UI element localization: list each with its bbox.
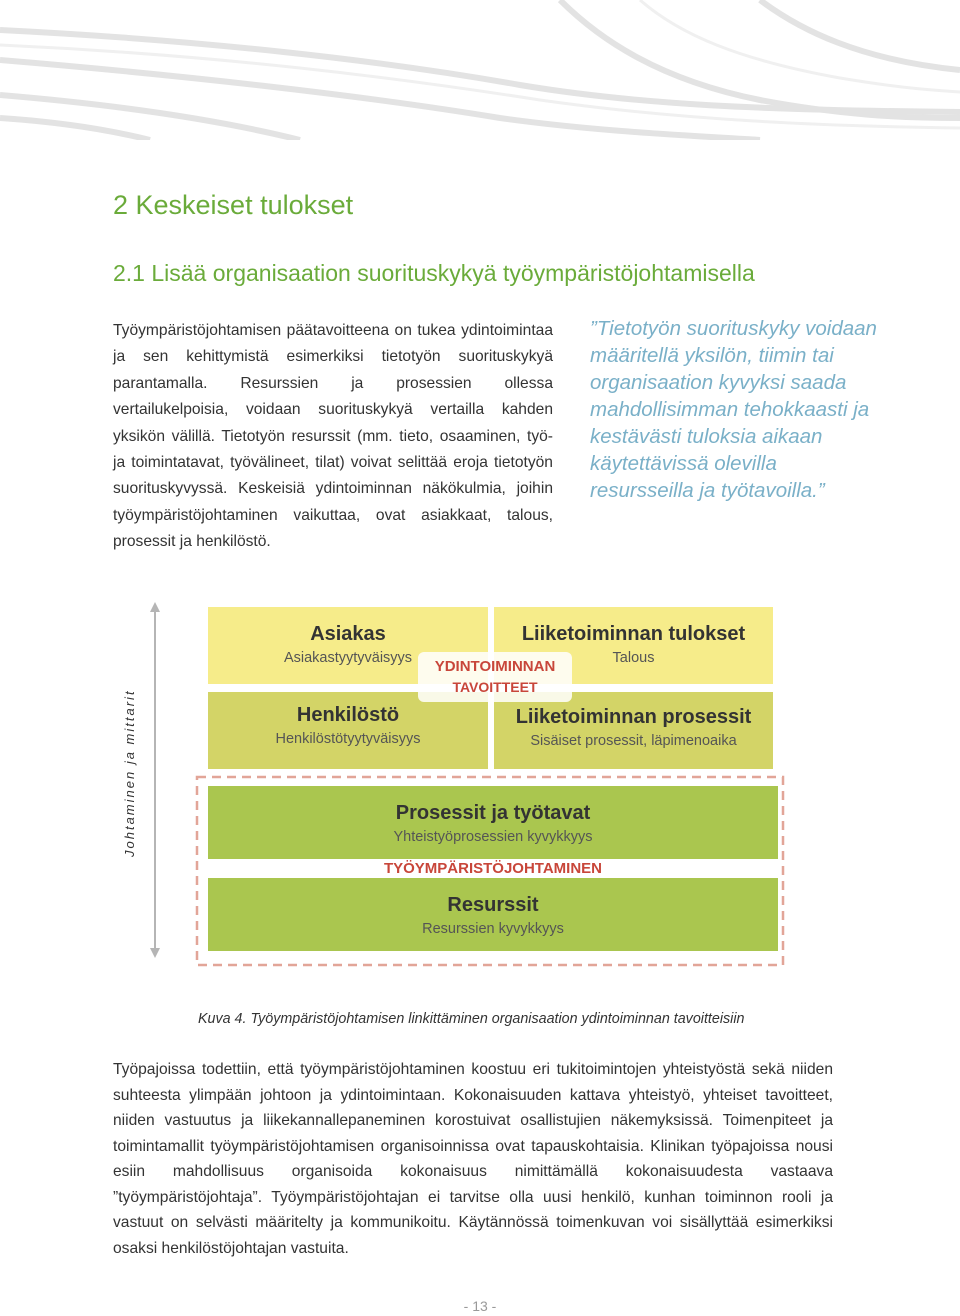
box-subtitle: Talous [612, 650, 655, 666]
box-title: Resurssit [447, 894, 539, 916]
header-decoration [0, 0, 960, 140]
box-title: Liiketoiminnan tulokset [521, 623, 746, 645]
box-henkilosto [208, 692, 488, 769]
box-subtitle: Henkilöstötyytyväisyys [275, 731, 421, 747]
box-liiketoiminnan-prosessit [494, 692, 773, 769]
box-subtitle: Resurssien kyvykkyys [422, 921, 564, 937]
chapter-heading: 2 Keskeiset tulokset [113, 190, 354, 220]
intro-paragraph: Työympäristöjohtamisen päätavoitteena on tukea ydintoimintaa ja sen kehittymistä esimerkiksi tietotyön suorituskykyä parantamalla. Resurssien ja prosessien ollessa vertailukelpoisia, voidaan suorituskykyä vertailla kahden yksikön välillä. Tietotyön resurssit (mm. tieto, osaaminen, työ- ja toimintatavat, työvälineet, tilat) voivat selittää eroja tietotyön suorituskyvyssä. Keskeisiä ydintoiminnan näkökulmia, joihin työympäristöjohtaminen vaikuttaa, ovat asiakkaat, talous, prosessit ja henkilöstö. [113, 322, 553, 551]
box-subtitle: Sisäiset prosessit, läpimenoaika [530, 733, 737, 749]
box-title: Henkilöstö [296, 704, 400, 726]
center-label-line1: YDINTOIMINNAN [434, 658, 556, 675]
box-subtitle: Asiakastyytyväisyys [283, 650, 413, 666]
intro-text-column [113, 318, 553, 556]
page-number: - 13 - [463, 1298, 497, 1314]
pull-quote: ”Tietotyön suorituskyky voidaan määritellä yksilön, tiimin tai organisaation kyvyksi saada mahdollisimman tehokkaasti ja kestävästi tuloksia aikaan käytettävissä olevilla resursseilla ja työtavoilla.” [590, 317, 877, 502]
body-text [113, 1057, 833, 1261]
vertical-double-arrow [140, 600, 170, 960]
section-heading: 2.1 Lisää organisaation suorituskykyä työympäristöjohtamisella [113, 260, 755, 286]
box-subtitle: Yhteistyöprosessien kyvykkyys [393, 829, 593, 845]
box-title: Liiketoiminnan prosessit [515, 706, 752, 728]
center-label [418, 657, 572, 697]
bottom-label: TYÖYMPÄRISTÖJOHTAMINEN [383, 860, 603, 877]
box-prosessit-ja-tyotavat [208, 786, 778, 859]
box-resurssit [208, 878, 778, 951]
body-paragraph: Työpajoissa todettiin, että työympäristöjohtaminen koostuu eri tukitoimintojen yhteistyöstä sekä niiden suhteesta ylimpään johtoon ja ydintoimintaan. Kokonaisuuden kattava yhteistyö, yhteiset tavoitteet, niiden vastuutus ja liikekannallepaneminen korostuivat osallistujien näkemyksissä. Toimenpiteet ja toimintamallit työympäristöjohtamisen organisoinnissa ovat tapauskohtaisia. Klinikan työpajoissa nousi esiin mahdollisuus organisoida kokonaisuus nimittämällä kokonaisuudesta vastaava ”työympäristöjohtaja”. Työympäristöjohtajan ei tarvitse olla uusi henkilö, kunhan toiminnon rooli ja vastuut on selvästi määritelty ja kommunikoitu. Käytännössä toimenkuvan voi sisällyttää esimerkiksi osaksi henkilöstöjohtajan vastuita. [113, 1061, 833, 1257]
side-label: Johtaminen ja mittarit [122, 689, 137, 857]
center-label-line2: TAVOITTEET [452, 679, 538, 695]
box-title: Asiakas [310, 623, 386, 645]
figure-caption: Kuva 4. Työympäristöjohtamisen linkittäminen organisaation ydintoiminnan tavoitteisiin [198, 1011, 745, 1027]
box-title: Prosessit ja työtavat [395, 802, 591, 824]
